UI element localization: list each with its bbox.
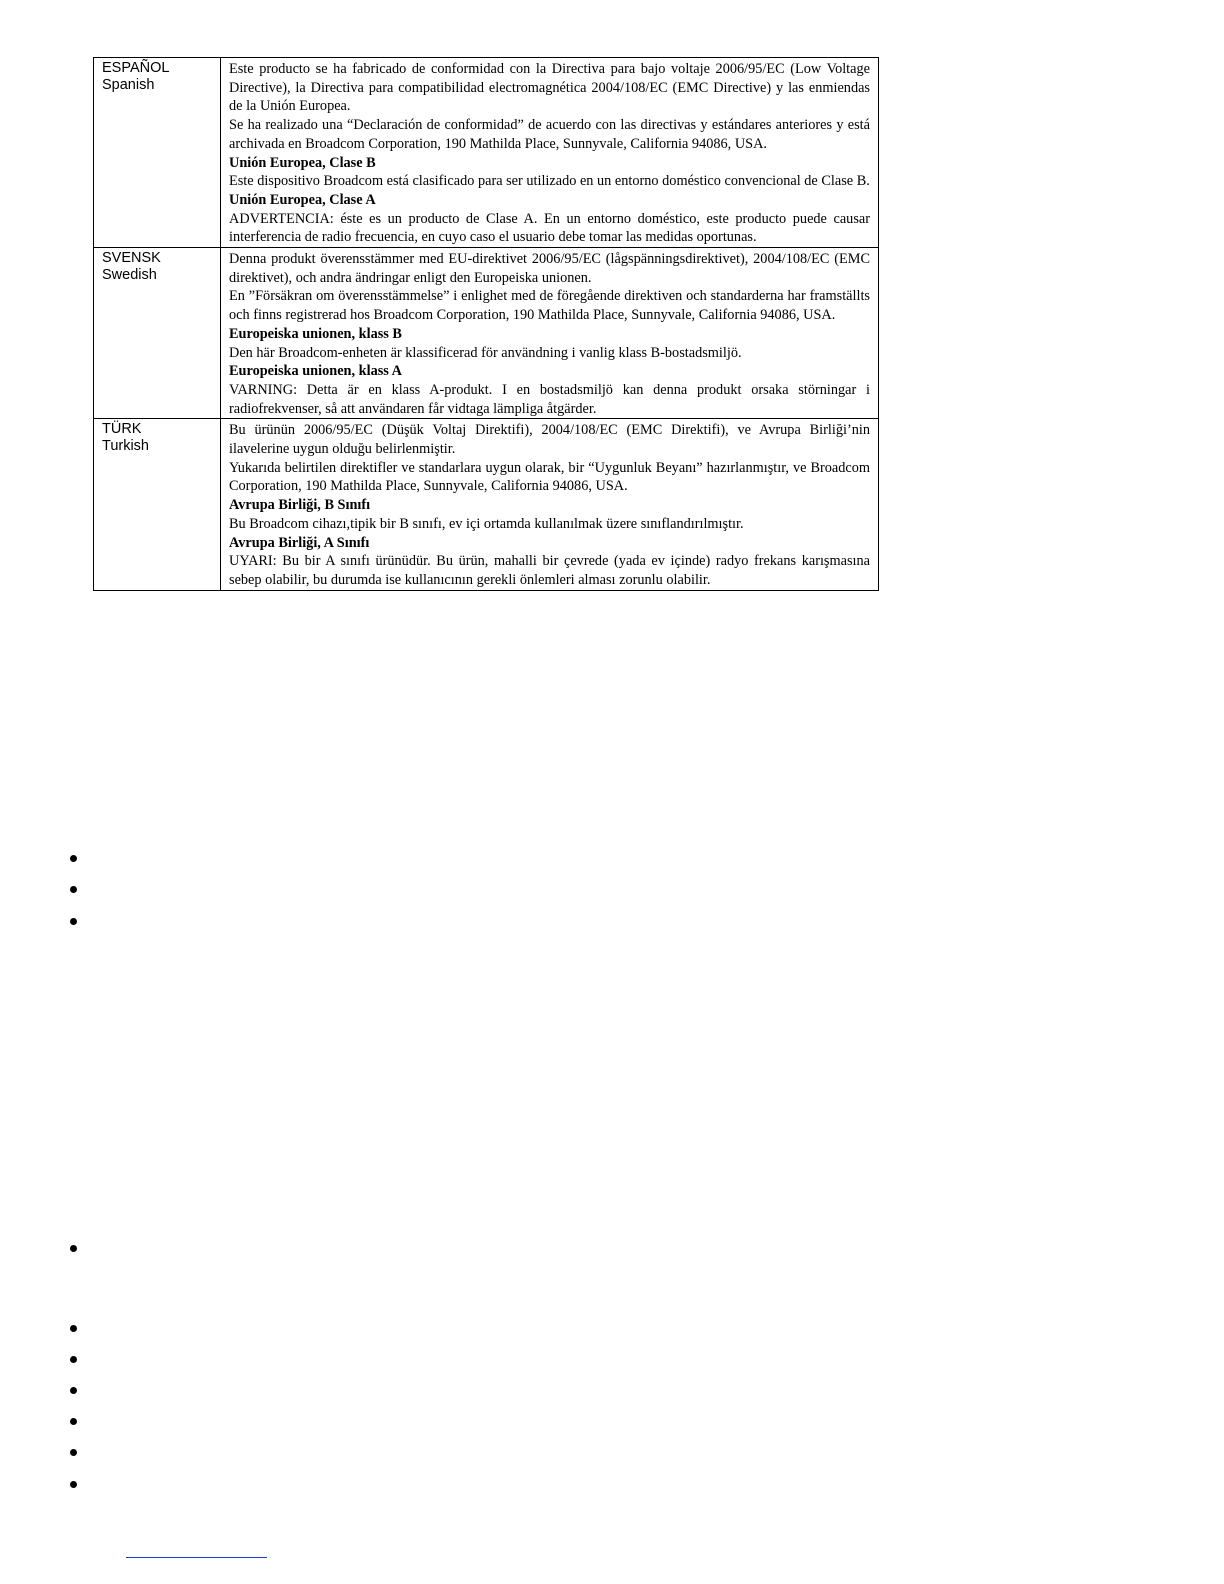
language-cell — [94, 58, 221, 248]
language-cell — [94, 248, 221, 419]
language-english: Turkish — [102, 438, 149, 455]
statement-paragraph: VARNING: Detta är en klass A-produkt. I en bostadsmiljö kan denna produkt orsaka störningar i radiofrekvenser, så att användaren får vidtaga lämpliga åtgärder. — [229, 381, 870, 417]
class-heading: Unión Europea, Clase A — [229, 191, 376, 208]
statement-paragraph: Bu Broadcom cihazı,tipik bir B sınıfı, ev içi ortamda kullanılmak üzere sınıflandırılmıştır. — [229, 515, 744, 532]
class-heading: Unión Europea, Clase B — [229, 154, 376, 171]
bullet-marker — [70, 886, 77, 893]
language-cell — [94, 419, 221, 590]
bullet-marker — [70, 918, 77, 925]
language-native: SVENSK — [102, 250, 161, 267]
bullet-marker — [70, 1356, 77, 1363]
statement-paragraph: En ”Försäkran om överensstämmelse” i enlighet med de föregående direktiven och standarderna har framställts och finns registrerad hos Broadcom Corporation, 190 Mathilda Place, Sunnyvale, California 94086, USA. — [229, 288, 870, 324]
statement-cell — [221, 419, 879, 590]
statement-cell — [221, 58, 879, 248]
class-heading: Europeiska unionen, klass B — [229, 325, 402, 342]
language-native: ESPAÑOL — [102, 60, 170, 76]
statement-paragraph: Yukarıda belirtilen direktifler ve standarlara uygun olarak, bir “Uygunluk Beyanı” hazırlanmıştır, ve Broadcom Corporation, 190 Mathilda Place, Sunnyvale, California 94086, USA. — [229, 459, 870, 495]
language-english: Spanish — [102, 77, 155, 93]
statement-paragraph: Se ha realizado una “Declaración de conformidad” de acuerdo con las directivas y estándares anteriores y está archivada en Broadcom Corporation, 190 Mathilda Place, Sunnyvale, California 94086, USA. — [229, 117, 870, 152]
regulatory-table — [93, 57, 879, 591]
class-heading: Avrupa Birliği, B Sınıfı — [229, 497, 371, 514]
language-native: TÜRK — [102, 421, 142, 438]
table-row — [94, 248, 879, 419]
bullet-marker — [70, 1418, 77, 1425]
statement-paragraph: UYARI: Bu bir A sınıfı ürünüdür. Bu ürün, mahalli bir çevrede (yada ev içinde) radyo frekans karışmasına sebep olabilir, bu durumda ise kullanıcının gerekli önlemleri alması zorunlu olabilir. — [229, 553, 870, 588]
statement-paragraph: Bu ürünün 2006/95/EC (Düşük Voltaj Direktifi), 2004/108/EC (EMC Direktifi), ve Avrupa Birliği’nin ilavelerine uygun olduğu belirlenmiştir. — [229, 422, 870, 458]
statement-paragraph: Este dispositivo Broadcom está clasificado para ser utilizado en un entorno doméstico convencional de Clase B. — [229, 173, 870, 190]
class-heading: Avrupa Birliği, A Sınıfı — [229, 534, 370, 551]
statement-paragraph: Este producto se ha fabricado de conformidad con la Directiva para bajo voltaje 2006/95/EC (Low Voltage Directive), la Directiva para compatibilidad electromagnética 2004/108/EC (EMC Directive) y las enmiendas de la Unión Europea. — [229, 61, 870, 115]
statement-paragraph: Denna produkt överensstämmer med EU-direktivet 2006/95/EC (lågspänningsdirektivet), 2004/108/EC (EMC direktivet), och andra ändringar enligt den Europeiska unionen. — [229, 251, 870, 286]
bullet-marker — [70, 855, 77, 862]
language-english: Swedish — [102, 267, 157, 284]
table-row — [94, 58, 879, 248]
bullet-marker — [70, 1481, 77, 1488]
bullet-marker — [70, 1325, 77, 1332]
class-heading: Europeiska unionen, klass A — [229, 363, 402, 380]
table-row — [94, 419, 879, 590]
bullet-marker — [70, 1387, 77, 1394]
statement-paragraph: Den här Broadcom-enheten är klassificerad för användning i vanlig klass B-bostadsmiljö. — [229, 344, 742, 361]
bullet-marker — [70, 1449, 77, 1456]
hyperlink-underline[interactable] — [126, 1557, 267, 1558]
bullet-marker — [70, 1245, 77, 1252]
statement-paragraph: ADVERTENCIA: éste es un producto de Clase A. En un entorno doméstico, este producto puede causar interferencia de radio frecuencia, en cuyo caso el usuario debe tomar las medidas oportunas. — [229, 210, 870, 246]
statement-cell — [221, 248, 879, 419]
